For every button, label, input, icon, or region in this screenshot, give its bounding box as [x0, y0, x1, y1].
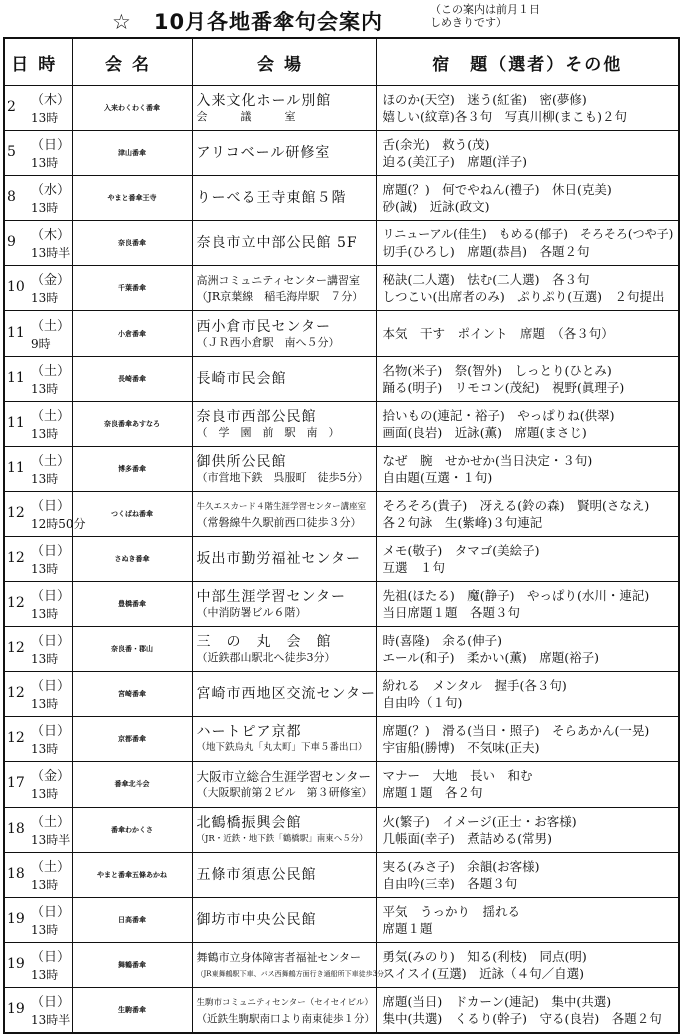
table-row — [4, 401, 679, 446]
venue-name: アリコベール研修室 — [196, 145, 331, 162]
topics-cell — [376, 627, 679, 672]
venue-cell — [192, 807, 376, 852]
topics-cell — [376, 266, 679, 311]
meeting-name: やまと番傘王寺 — [72, 176, 192, 221]
topics-line-1: メモ(敬子) タマゴ(美絵子) — [382, 542, 540, 558]
event-weekday: （日） — [31, 543, 71, 559]
date-cell — [4, 987, 72, 1033]
topics-line-2: 各２句詠 生(紫峰)３句連記 — [382, 514, 543, 530]
venue-access: （JR東舞鶴駅下車、バス西舞鶴方面行き通船所下車徒歩3分） — [196, 969, 392, 978]
event-weekday: （水） — [31, 183, 71, 199]
column-header-name: 会名 — [72, 38, 192, 86]
event-day: 9 — [7, 234, 16, 251]
venue-name: 三 の 丸 会 館 — [196, 634, 332, 651]
topics-line-2: エール(和子) 柔かい(薫) 席題(裕子) — [382, 650, 600, 666]
event-time: 13時 — [31, 607, 59, 622]
meeting-name: 宮崎番傘 — [72, 672, 192, 717]
venue-cell — [192, 221, 376, 266]
venue-name: 高洲コミュニティセンター講習室 — [196, 274, 360, 288]
topics-line-1: 平気 うっかり 揺れる — [382, 903, 521, 919]
event-time: 13時 — [31, 471, 59, 486]
event-time: 13時 — [31, 922, 59, 937]
venue-cell — [192, 176, 376, 221]
venue-cell — [192, 942, 392, 987]
event-day: 12 — [7, 685, 25, 702]
meeting-name: 京都番傘 — [72, 717, 192, 762]
date-cell — [4, 446, 72, 491]
venue-name: 入来文化ホール別館 — [196, 93, 332, 110]
venue-cell — [192, 311, 376, 356]
event-weekday: （日） — [31, 589, 71, 605]
venue-name: 西小倉市民センター — [196, 318, 331, 335]
venue-name: 大阪市立総合生涯学習センター — [196, 769, 372, 785]
venue-cell — [192, 852, 376, 897]
date-cell — [4, 491, 86, 536]
event-weekday: （日） — [31, 949, 71, 965]
event-day: 18 — [7, 865, 25, 882]
event-time: 13時 — [31, 156, 59, 171]
meeting-name: つくばね番傘 — [72, 491, 192, 536]
venue-access: 会 議 室 — [196, 110, 296, 124]
venue-cell — [192, 86, 376, 131]
topics-line-1: 席題(？) 滑る(当日・照子) そらあかん(一晃) — [382, 723, 650, 739]
table-header-row — [4, 38, 679, 86]
date-cell — [4, 627, 72, 672]
table-row — [4, 536, 679, 581]
event-weekday: （土） — [31, 814, 71, 830]
topics-cell — [376, 536, 679, 581]
topics-line-1: 本気 干す ポイント 席題 （各３句） — [382, 326, 614, 342]
topics-line-2: 切手(ひろし) 席題(恭昌) 各題２句 — [382, 244, 590, 260]
event-weekday: （日） — [31, 498, 71, 514]
table-row — [4, 131, 679, 176]
meeting-name: 奈良番傘 — [72, 221, 192, 266]
topics-cell — [376, 807, 679, 852]
venue-name: 宮崎市西地区交流センター — [196, 686, 376, 703]
meeting-name: 小倉番傘 — [72, 311, 192, 356]
event-weekday: （日） — [31, 904, 71, 920]
topics-line-2: 砂(誠) 近詠(政文) — [382, 199, 490, 215]
table-row — [4, 762, 679, 807]
date-cell — [4, 131, 72, 176]
venue-access: （近鉄生駒駅南口より南東徒歩１分） — [196, 1012, 375, 1025]
table-row — [4, 987, 679, 1033]
meeting-name: 生駒番傘 — [72, 987, 192, 1033]
date-cell — [4, 762, 72, 807]
table-row — [4, 627, 679, 672]
event-weekday: （木） — [31, 93, 71, 109]
event-weekday: （土） — [31, 408, 71, 424]
table-row — [4, 491, 679, 536]
table-row — [4, 446, 679, 491]
event-time: 13時半 — [31, 246, 71, 261]
table-row — [4, 266, 679, 311]
venue-access: （JR・近鉄・地下鉄「鶴橋駅」南東へ５分） — [196, 833, 368, 844]
event-day: 12 — [7, 595, 25, 612]
event-time: 9時 — [31, 336, 51, 351]
date-cell — [4, 942, 72, 987]
venue-access: （常磐線牛久駅前西口徒歩３分） — [196, 515, 362, 529]
topics-cell — [376, 717, 679, 762]
venue-cell — [192, 446, 376, 491]
venue-name: 五條市須恵公民館 — [196, 866, 317, 883]
date-cell — [4, 311, 72, 356]
topics-cell — [376, 942, 679, 987]
event-day: 19 — [7, 955, 25, 972]
event-time: 13時 — [31, 111, 59, 126]
topics-line-2: 互選 １句 — [382, 559, 446, 575]
venue-cell — [192, 672, 376, 717]
table-row — [4, 582, 679, 627]
topics-cell — [376, 356, 679, 401]
venue-cell — [192, 536, 376, 581]
topics-cell — [376, 446, 679, 491]
topics-cell — [376, 401, 679, 446]
venue-name: 舞鶴市立身体障害者福祉センター — [196, 950, 362, 964]
topics-line-2: 迫る(美江子) 席題(洋子) — [382, 154, 528, 170]
topics-cell — [376, 672, 679, 717]
column-header-venue: 会場 — [192, 38, 376, 86]
meeting-name: 豊橋番傘 — [72, 582, 192, 627]
topics-cell — [376, 491, 679, 536]
topics-line-2: 嬉しい(紋章)各３句 写真川柳(まこも)２句 — [382, 109, 628, 125]
meeting-name: 長崎番傘 — [72, 356, 192, 401]
table-row — [4, 897, 679, 942]
venue-name: 中部生涯学習センター — [196, 589, 346, 606]
event-day: 17 — [7, 775, 25, 792]
event-weekday: （日） — [31, 994, 71, 1010]
table-row — [4, 86, 679, 131]
meeting-name: 博多番傘 — [72, 446, 192, 491]
page-title: ☆ 10月各地番傘句会案内 — [112, 10, 384, 34]
venue-name: ハートピア京都 — [196, 724, 302, 741]
topics-cell — [376, 987, 679, 1033]
venue-name: 牛久エスカード４階生涯学習センター講座室 — [196, 501, 367, 512]
topics-cell — [376, 131, 679, 176]
event-time: 13時 — [31, 381, 59, 396]
event-day: 10 — [7, 279, 25, 296]
date-cell — [4, 672, 72, 717]
event-day: 8 — [7, 189, 16, 206]
event-time: 13時 — [31, 426, 59, 441]
table-row — [4, 221, 679, 266]
topics-line-1: 拾いもの(連記・裕子) やっぱりね(供翠) — [382, 407, 615, 423]
venue-cell — [192, 266, 376, 311]
topics-line-1: 名物(米子) 祭(智外) しっとり(ひとみ) — [382, 362, 612, 378]
event-weekday: （土） — [31, 453, 71, 469]
table-body — [4, 86, 679, 1033]
venue-cell — [192, 491, 376, 536]
deadline-note-line2: しめきりです） — [430, 16, 507, 29]
venue-access: （大阪駅前第２ビル 第３研修室） — [196, 786, 373, 800]
event-day: 11 — [7, 324, 25, 341]
event-weekday: （日） — [31, 634, 71, 650]
event-time: 13時 — [31, 201, 59, 216]
topics-line-2: しつこい(出席者のみ) ぷりぷり(互選) ２句提出 — [382, 289, 665, 305]
topics-line-2: 集中(共選) くるり(幹子) 守る(良岩) 各題２句 — [382, 1010, 662, 1026]
event-day: 11 — [7, 459, 25, 476]
event-time: 13時 — [31, 967, 59, 982]
topics-cell — [376, 221, 679, 266]
venue-name: りーべる王寺東館５階 — [196, 190, 347, 207]
table-row — [4, 176, 679, 221]
topics-line-2: 几帳面(幸子) 煮詰める(常男) — [382, 830, 553, 846]
date-cell — [4, 807, 72, 852]
meeting-name: 奈良番・郡山 — [72, 627, 192, 672]
date-cell — [4, 86, 72, 131]
meeting-name: 舞鶴番傘 — [72, 942, 192, 987]
venue-name: 奈良市立中部公民館 5F — [196, 235, 358, 252]
venue-cell — [192, 356, 376, 401]
topics-line-1: 秘訣(二人選) 怯む(二人選) 各３句 — [382, 272, 590, 288]
venue-name: 御坊市中央公民館 — [196, 911, 317, 928]
event-weekday: （金） — [31, 769, 71, 785]
event-weekday: （土） — [31, 318, 71, 334]
topics-cell — [376, 762, 679, 807]
topics-line-1: 舌(余光) 救う(茂) — [382, 137, 490, 153]
event-day: 18 — [7, 820, 25, 837]
event-weekday: （金） — [31, 273, 71, 289]
date-cell — [4, 582, 72, 627]
topics-cell — [376, 86, 679, 131]
meeting-name: 番傘わかくさ — [72, 807, 192, 852]
venue-name: 長崎市民会館 — [196, 370, 287, 387]
meeting-name: さぬき番傘 — [72, 536, 192, 581]
event-day: 12 — [7, 549, 25, 566]
event-day: 11 — [7, 369, 25, 386]
topics-line-1: リニューアル(佳生) もめる(郁子) そろそろ(つや子) — [382, 227, 674, 242]
date-cell — [4, 176, 72, 221]
meeting-name: 入来わくわく番傘 — [72, 86, 192, 131]
meeting-name: 日高番傘 — [72, 897, 192, 942]
date-cell — [4, 717, 72, 762]
venue-name: 奈良市西部公民館 — [196, 408, 317, 425]
event-time: 13時 — [31, 291, 59, 306]
venue-access: （JR京葉線 稲毛海岸駅 ７分） — [196, 290, 364, 304]
topics-line-2: 宇宙船(勝博) 不気味(正夫) — [382, 740, 540, 756]
meeting-name: 千葉番傘 — [72, 266, 192, 311]
topics-line-1: 火(繁子) イメージ(正士・お客様) — [382, 813, 577, 829]
event-time: 13時 — [31, 787, 59, 802]
topics-cell — [376, 176, 679, 221]
topics-line-1: ほのか(天空) 迷う(紅雀) 密(夢修) — [382, 92, 587, 108]
event-weekday: （土） — [31, 363, 71, 379]
event-time: 13時 — [31, 697, 59, 712]
event-day: 12 — [7, 504, 25, 521]
topics-line-1: マナー 大地 長い 和む — [382, 768, 533, 784]
table-row — [4, 311, 679, 356]
date-cell — [4, 356, 72, 401]
event-weekday: （土） — [31, 859, 71, 875]
date-cell — [4, 266, 72, 311]
venue-name: 坂出市勤労福祉センター — [196, 550, 361, 567]
topics-line-2: スイスイ(互選) 近詠（４句／自選) — [382, 965, 585, 981]
topics-line-2: 自由題(互選・１句) — [382, 469, 493, 485]
event-weekday: （日） — [31, 724, 71, 740]
date-cell — [4, 401, 72, 446]
event-day: 2 — [7, 99, 16, 116]
topics-line-1: なぜ 腕 せかせか(当日決定・３句) — [382, 452, 593, 468]
table-row — [4, 942, 679, 987]
venue-cell — [192, 131, 376, 176]
topics-line-1: そろそろ(貴子) 冴える(鈴の森) 賢明(さなえ) — [382, 497, 650, 513]
event-time: 13時半 — [31, 1012, 71, 1027]
topics-line-2: 席題１題 — [382, 920, 433, 936]
venue-access: （中消防署ビル６階） — [196, 606, 307, 620]
venue-access: （地下鉄烏丸「丸太町」下車５番出口） — [196, 742, 368, 754]
venue-name: 生駒市コミュニティセンター（セイセイビル） — [196, 997, 374, 1008]
topics-line-2: 画面(良岩) 近詠(薫) 席題(まさじ) — [382, 424, 587, 440]
event-time: 13時 — [31, 877, 59, 892]
table-row — [4, 356, 679, 401]
topics-cell — [376, 852, 679, 897]
event-day: 5 — [7, 144, 16, 161]
venue-cell — [192, 627, 376, 672]
topics-cell — [376, 582, 679, 627]
event-time: 13時半 — [31, 832, 71, 847]
table-row — [4, 672, 679, 717]
table-row — [4, 807, 679, 852]
event-time: 13時 — [31, 742, 59, 757]
event-time: 12時50分 — [31, 516, 86, 531]
topics-line-1: 紛れる メンタル 握手(各３句) — [382, 678, 567, 694]
meeting-name: やまと番傘五條あかね — [72, 852, 192, 897]
topics-line-2: 席題１題 各２句 — [382, 785, 483, 801]
events-table — [3, 37, 680, 1034]
venue-cell — [192, 987, 376, 1033]
topics-cell — [376, 897, 679, 942]
table-row — [4, 852, 679, 897]
event-time: 13時 — [31, 561, 59, 576]
table-row — [4, 717, 679, 762]
venue-access: （ 学 園 前 駅 南 ） — [196, 425, 340, 439]
meeting-name: 津山番傘 — [72, 131, 192, 176]
date-cell — [4, 897, 72, 942]
venue-access: （近鉄郡山駅北へ徒歩3分） — [196, 651, 336, 665]
event-day: 19 — [7, 1000, 25, 1017]
column-header-other: 宿 題（選者）その他 — [376, 38, 679, 86]
date-cell — [4, 536, 72, 581]
event-weekday: （木） — [31, 228, 71, 244]
event-weekday: （日） — [31, 138, 71, 154]
event-weekday: （日） — [31, 679, 71, 695]
venue-name: 北鶴橋振興会館 — [196, 814, 302, 831]
topics-line-1: 勇気(みのり) 知る(利枝) 同点(明) — [382, 948, 587, 964]
event-time: 13時 — [31, 652, 59, 667]
topics-line-1: 先祖(ほたる) 魔(静子) やっぱり(水川・連記) — [382, 588, 650, 604]
topics-line-2: 自由吟（１句) — [382, 695, 463, 711]
topics-line-1: 席題(当日) ドカーン(連記) 集中(共選) — [382, 993, 612, 1009]
venue-access: （ＪＲ西小倉駅 南へ５分） — [196, 335, 340, 349]
venue-cell — [192, 762, 376, 807]
venue-cell — [192, 582, 376, 627]
venue-access: （市営地下鉄 呉服町 徒歩5分） — [196, 470, 369, 484]
deadline-note — [430, 3, 540, 29]
meeting-name: 奈良番傘あすなろ — [72, 401, 192, 446]
topics-line-2: 踊る(明子) リモコン(茂紀) 視野(眞理子) — [382, 379, 625, 395]
topics-line-1: 席題(？) 何でやねん(禮子) 休日(克美) — [382, 182, 612, 198]
event-day: 11 — [7, 414, 25, 431]
meeting-name: 番傘北斗会 — [72, 762, 192, 807]
topics-line-1: 時(喜隆) 余る(伸子) — [382, 633, 503, 649]
topics-cell — [376, 311, 679, 356]
topics-line-2: 当日席題１題 各題３句 — [382, 605, 521, 621]
header — [0, 0, 684, 36]
topics-line-2: 自由吟(三幸) 各題３句 — [382, 875, 518, 891]
venue-cell — [192, 401, 376, 446]
column-header-date: 日時 — [4, 38, 72, 86]
event-day: 19 — [7, 910, 25, 927]
venue-cell — [192, 717, 376, 762]
event-day: 12 — [7, 730, 25, 747]
venue-cell — [192, 897, 376, 942]
venue-name: 御供所公民館 — [196, 453, 287, 470]
date-cell — [4, 852, 72, 897]
event-day: 12 — [7, 640, 25, 657]
topics-line-1: 実る(みさ子) 余韻(お客様) — [382, 858, 540, 874]
date-cell — [4, 221, 72, 266]
deadline-note-line1: （この案内は前月１日 — [430, 3, 540, 16]
